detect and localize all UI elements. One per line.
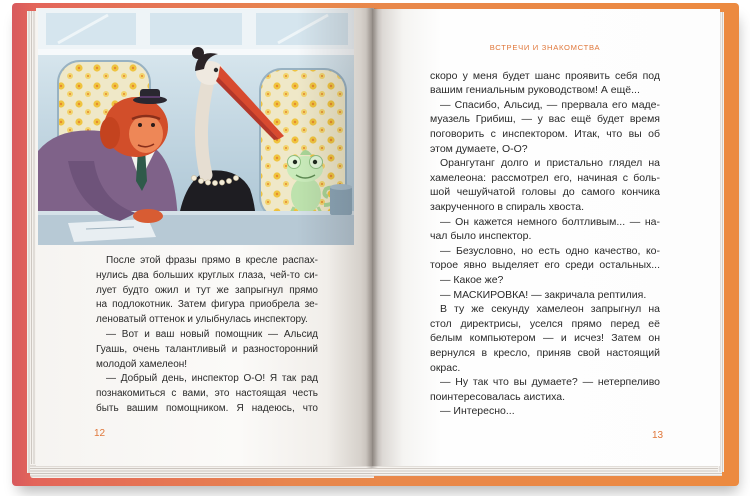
text-line: чал было инспектор. xyxy=(430,230,532,243)
text-line: — Добрый день, инспектор О-О! Я так рад xyxy=(106,373,318,385)
page-edges-bottom-left xyxy=(30,464,374,478)
text-line: — Безусловно, но есть одно качество, ко- xyxy=(440,244,660,257)
text-line: нулись два больших круглых глаза, чей-то си- xyxy=(96,269,318,281)
text-line: поговорить с инспектором. Итак, что вы об xyxy=(430,128,660,141)
text-line: В ту же секунду хамелеон запрыгнул на xyxy=(440,303,660,316)
text-line: молодой хамелеон! xyxy=(96,358,188,370)
page-number-right: 13 xyxy=(652,430,664,441)
text-line: вашим гениальным руководством! А ещё... xyxy=(430,84,640,97)
text-line: После этой фразы прямо в кресле распах- xyxy=(106,255,318,266)
text-line: на подлокотник. Затем фигура приобрела зе- xyxy=(96,299,318,311)
text-line: леноватый оттенок и улыбнулась инспектору. xyxy=(96,314,308,326)
text-line: торое явно выделяет его среди остальных... xyxy=(430,259,660,272)
text-line: быть вашим помощником. Я надеюсь, что xyxy=(96,402,318,414)
text-line: — Интересно... xyxy=(440,405,515,418)
right-page-text xyxy=(430,69,660,419)
illustration-spine-shade xyxy=(38,9,354,245)
text-line: Орангутанг долго и пристально глядел на xyxy=(440,157,660,170)
text-line: — Вот и ваш новый помощник — Альсид xyxy=(106,328,318,340)
text-line: — Ну так что вы думаете? — нетерпеливо xyxy=(440,376,660,389)
text-line: окрас. xyxy=(430,361,461,374)
text-line: — Спасибо, Альсид, — прервала его маде- xyxy=(440,98,660,111)
text-line: познакомиться с вами, это настоящая честь xyxy=(96,388,318,400)
text-line: белым компьютером — и исчез! Затем он xyxy=(430,332,660,345)
left-page-text xyxy=(96,254,318,417)
text-line: хамелеона: рассмотрел его, начиная с боль- xyxy=(430,171,660,184)
text-line: вернулся в кресло, приняв свой настоящий xyxy=(430,346,660,359)
text-line: шой чешуйчатой головы до самого кончика xyxy=(430,186,660,199)
text-line: — Он кажется немного болтливым... — на- xyxy=(440,215,660,228)
text-line: Гуашь, очень талантливый и разносторонний xyxy=(96,343,318,355)
running-head: ВСТРЕЧИ И ЗНАКОМСТВА xyxy=(489,43,601,52)
text-line: скоро у меня будет шанс проявить себя под xyxy=(430,69,660,82)
text-line: — Какое же? xyxy=(440,274,504,286)
text-line: стол директрисы, уселся прямо перед её xyxy=(430,317,660,330)
text-line: муазель Грибиш, — у вас ещё будет время xyxy=(430,113,660,126)
text-line: поинтересовалась аистиха. xyxy=(430,390,566,403)
page-number-left: 12 xyxy=(94,428,106,439)
text-line: лует будто ожил и тут же запрыгнул прямо xyxy=(96,284,318,296)
text-line: закрученного в спираль хвоста. xyxy=(430,201,585,214)
book-spine xyxy=(366,8,378,468)
text-line: — МАСКИРОВКА! — закричала рептилия. xyxy=(440,288,647,301)
text-line: этом думаете, О-О? xyxy=(430,142,528,155)
